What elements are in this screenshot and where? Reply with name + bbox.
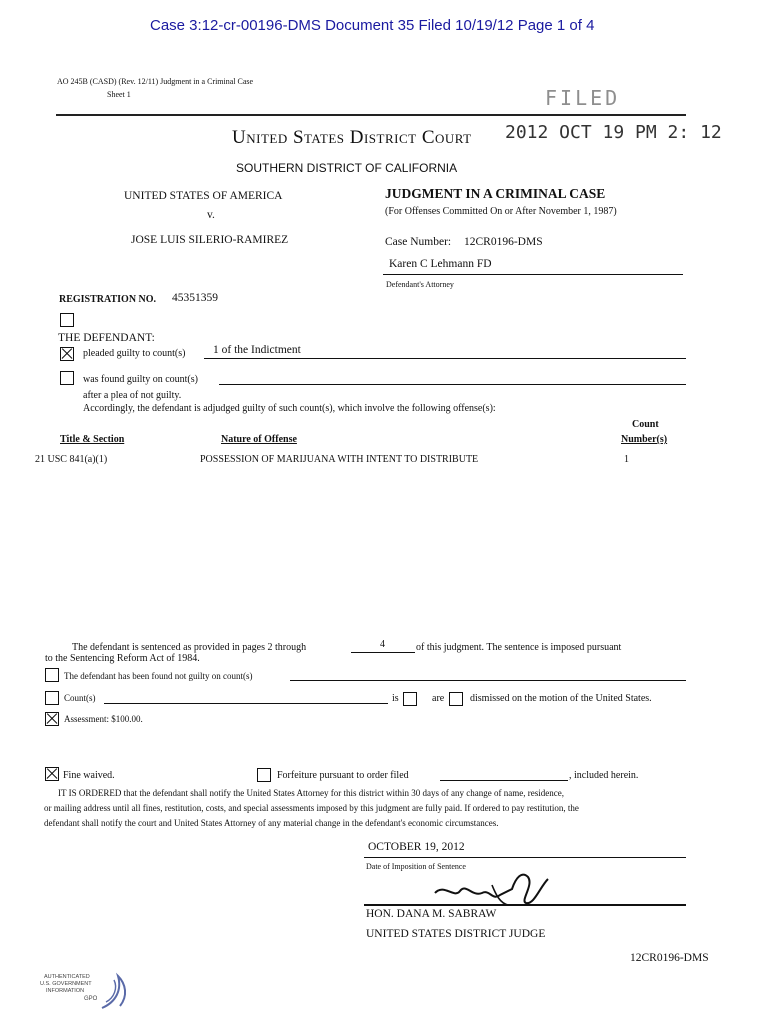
filed-stamp: FILED xyxy=(545,86,621,110)
imposition-date: OCTOBER 19, 2012 xyxy=(368,841,465,853)
gpo-seal xyxy=(40,972,130,1018)
footer-case-ref: 12CR0196-DMS xyxy=(630,952,709,964)
registration-checkbox xyxy=(60,313,74,327)
not-guilty-rule xyxy=(290,680,686,681)
assessment-text: Assessment: $100.00. xyxy=(64,714,143,724)
forfeiture-text: Forfeiture pursuant to order filed xyxy=(277,770,409,781)
included-text: , included herein. xyxy=(569,770,639,781)
order-line-1: IT IS ORDERED that the defendant shall notify the United States Attorney for this district within 30 days of any change of name, residence, xyxy=(58,788,564,798)
gpo-government: U.S. GOVERNMENT xyxy=(40,981,92,987)
gpo-information: INFORMATION xyxy=(46,988,85,994)
versus: v. xyxy=(207,209,215,221)
found-guilty-checkbox xyxy=(60,371,74,385)
fine-checkbox xyxy=(45,767,59,781)
counts-checkbox xyxy=(45,691,59,705)
registration-label: REGISTRATION NO. xyxy=(59,294,157,305)
sheet-label: Sheet 1 xyxy=(107,90,131,99)
counts-rule xyxy=(104,703,388,704)
count-header-top: Count xyxy=(632,419,659,430)
sentence-line-2: to the Sentencing Reform Act of 1984. xyxy=(45,653,200,664)
forfeiture-rule xyxy=(440,780,568,781)
pleaded-guilty-label: pleaded guilty to count(s) xyxy=(83,348,186,359)
defendant-name: JOSE LUIS SILERIO-RAMIREZ xyxy=(131,234,289,246)
after-plea: after a plea of not guilty. xyxy=(83,390,182,401)
pleaded-rule xyxy=(204,358,686,359)
judgment-subtitle: (For Offenses Committed On or After November 1, 1987) xyxy=(385,206,617,217)
header-rule xyxy=(56,114,686,116)
order-line-2: or mailing address until all fines, restitution, costs, and special assessments imposed by this judgment are fully paid. If ordered to pay restitution, the xyxy=(44,803,579,813)
forfeiture-checkbox xyxy=(257,768,271,782)
sentence-pages: 4 xyxy=(380,639,385,650)
fine-text: Fine waived. xyxy=(63,770,115,781)
pleaded-guilty-checkbox xyxy=(60,347,74,361)
order-line-3: defendant shall notify the court and United States Attorney of any material change in the defendant's economic circumstances. xyxy=(44,818,499,828)
is-label: is xyxy=(392,693,399,704)
court-district: SOUTHERN DISTRICT OF CALIFORNIA xyxy=(236,161,458,175)
sentence-line-a: The defendant is sentenced as provided in pages 2 through xyxy=(72,642,307,653)
found-guilty-rule xyxy=(219,384,686,385)
not-guilty-label: The defendant has been found not guilty on count(s) xyxy=(64,671,253,681)
gpo-eagle-icon xyxy=(96,972,130,1012)
not-guilty-checkbox xyxy=(45,668,59,682)
accordingly-text: Accordingly, the defendant is adjudged guilty of such count(s), which involve the following offense(s): xyxy=(83,403,496,414)
title-section-header: Title & Section xyxy=(60,434,125,445)
judge-name: HON. DANA M. SABRAW xyxy=(366,908,497,920)
date-label: Date of Imposition of Sentence xyxy=(366,862,466,871)
judgment-title: JUDGMENT IN A CRIMINAL CASE xyxy=(385,186,606,201)
offense-title: 21 USC 841(a)(1) xyxy=(35,454,108,465)
date-rule xyxy=(364,857,686,858)
count-header-bottom: Number(s) xyxy=(621,434,668,445)
case-number: 12CR0196-DMS xyxy=(464,236,543,248)
case-number-label: Case Number: xyxy=(385,236,452,248)
defendant-attorney: Karen C Lehmann FD xyxy=(389,258,492,270)
registration-number: 45351359 xyxy=(172,292,218,304)
offense-count: 1 xyxy=(624,454,629,465)
nature-header: Nature of Offense xyxy=(221,434,297,445)
defendant-heading: THE DEFENDANT: xyxy=(58,332,155,344)
judge-title: UNITED STATES DISTRICT JUDGE xyxy=(366,928,546,940)
sentence-line-b: of this judgment. The sentence is imposed pursuant xyxy=(416,642,622,653)
case-header-stamp: Case 3:12-cr-00196-DMS Document 35 Filed 10/19/12 Page 1 of 4 xyxy=(150,17,595,34)
are-checkbox xyxy=(449,692,463,706)
attorney-label: Defendant's Attorney xyxy=(386,280,454,289)
signature-rule xyxy=(364,904,686,906)
attorney-rule xyxy=(383,274,683,275)
pleaded-guilty-value: 1 of the Indictment xyxy=(213,344,301,356)
form-id: AO 245B (CASD) (Rev. 12/11) Judgment in a Criminal Case xyxy=(57,77,254,86)
are-label: are xyxy=(432,693,445,704)
gpo-authenticated: AUTHENTICATED xyxy=(44,974,90,980)
pages-rule xyxy=(351,652,415,653)
dismissed-text: dismissed on the motion of the United States. xyxy=(470,693,652,704)
plaintiff: UNITED STATES OF AMERICA xyxy=(124,190,283,202)
assessment-checkbox xyxy=(45,712,59,726)
received-stamp: 2012 OCT 19 PM 2: 12 xyxy=(505,122,722,143)
is-checkbox xyxy=(403,692,417,706)
gpo-label: GPO xyxy=(84,996,98,1002)
found-guilty-label: was found guilty on count(s) xyxy=(83,374,198,385)
counts-label: Count(s) xyxy=(64,693,96,703)
offense-nature: POSSESSION OF MARIJUANA WITH INTENT TO DISTRIBUTE xyxy=(200,454,479,465)
court-name: United States District Court xyxy=(232,127,472,148)
